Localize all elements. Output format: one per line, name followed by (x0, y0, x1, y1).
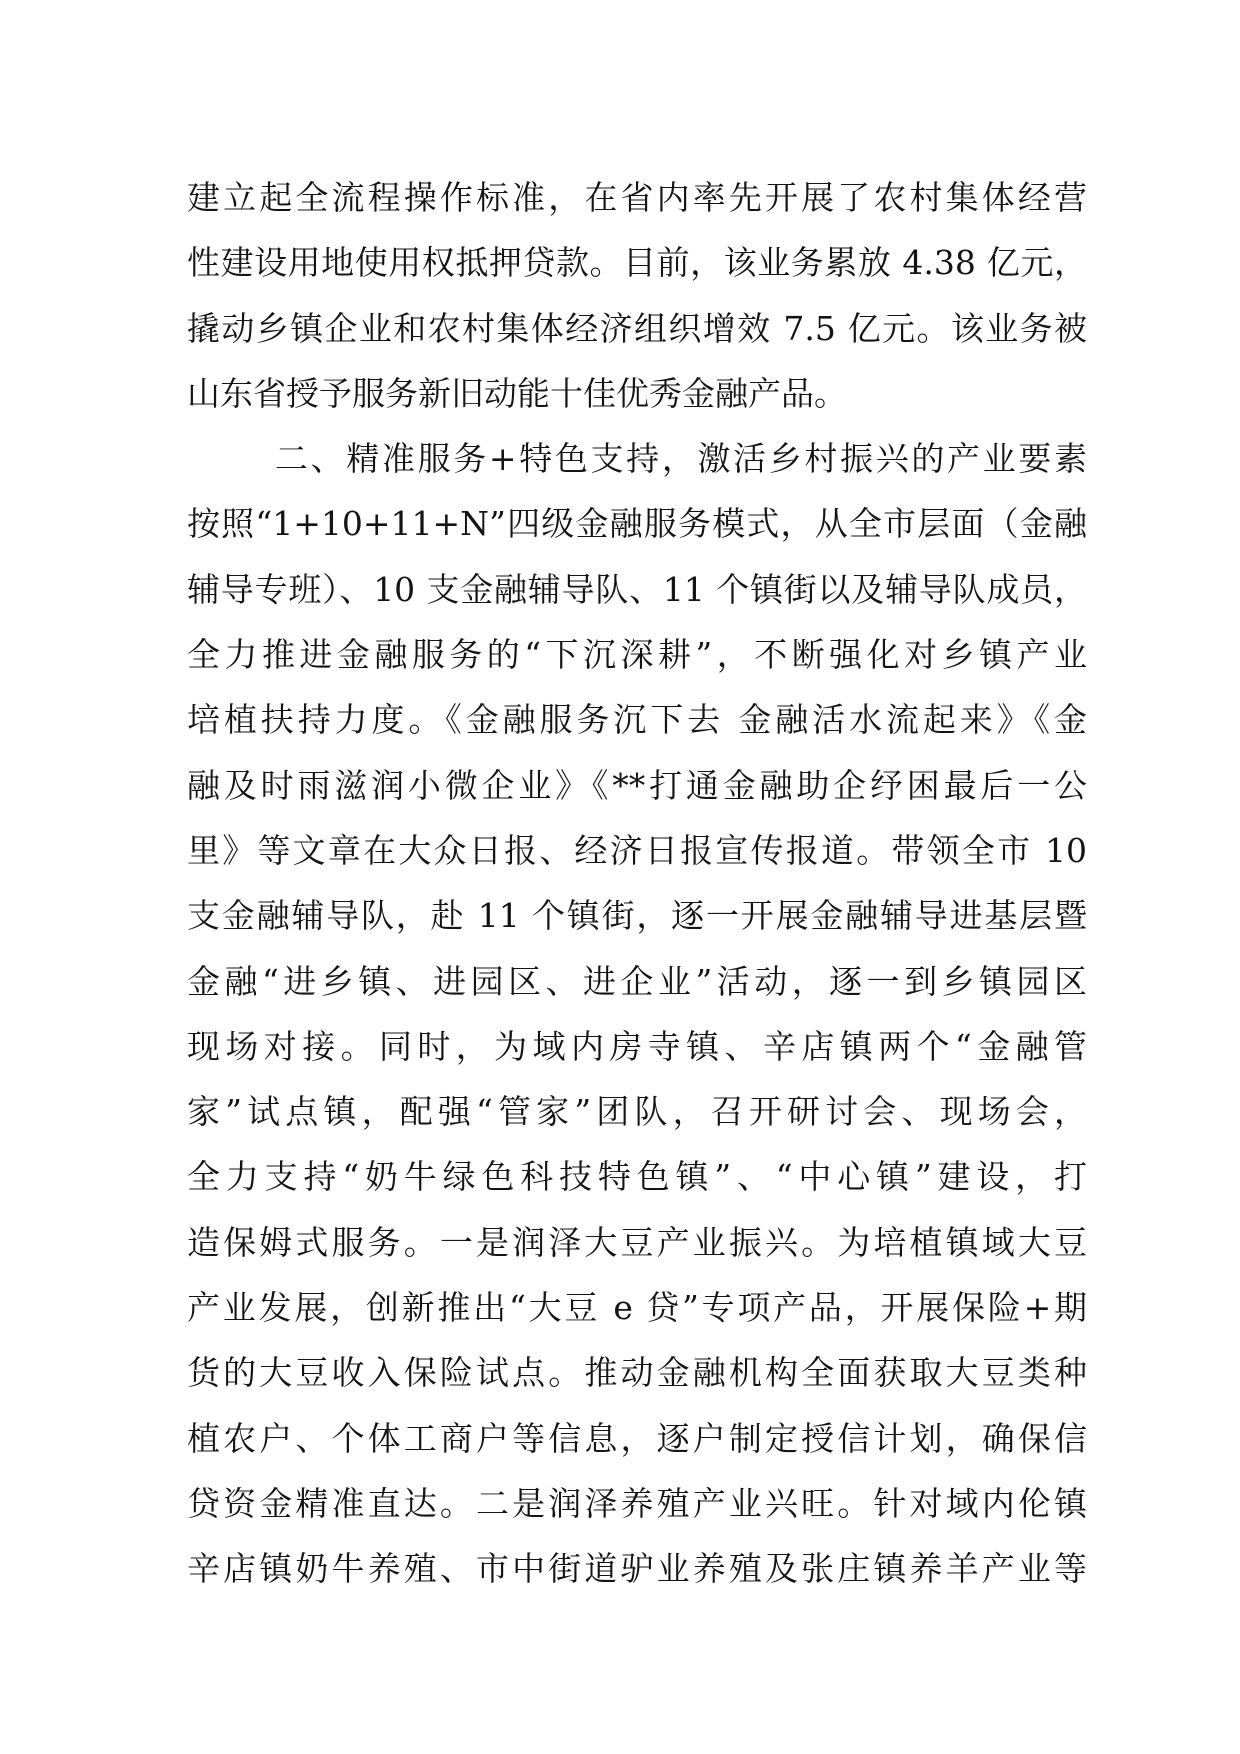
text-line: 性建设用地使用权抵押贷款。目前，该业务累放 4.38 亿元， (187, 243, 1087, 283)
text-line: 融及时雨滋润小微企业》《**打通金融助企纾困最后一公 (187, 765, 1087, 805)
text-line: 培植扶持力度。《金融服务沉下去 金融活水流起来》《金 (187, 700, 1087, 740)
text-line: 家”试点镇，配强“管家”团队，召开研讨会、现场会， (187, 1092, 1087, 1132)
text-line: 建立起全流程操作标准，在省内率先开展了农村集体经营 (187, 178, 1087, 217)
text-line: 贷资金精准直达。二是润泽养殖产业兴旺。针对域内伦镇 (187, 1483, 1087, 1523)
body-text (187, 165, 1087, 1602)
text-line: 辛店镇奶牛养殖、市中街道驴业养殖及张庄镇养羊产业等 (187, 1549, 1087, 1589)
text-line: 按照“1+10+11+N”四级金融服务模式，从全市层面（金融 (187, 504, 1087, 544)
text-line: 金融“进乡镇、进园区、进企业”活动，逐一到乡镇园区 (187, 961, 1087, 1001)
text-line: 撬动乡镇企业和农村集体经济组织增效 7.5 亿元。该业务被 (187, 308, 1087, 348)
text-line: 山东省授予服务新旧动能十佳优秀金融产品。 (187, 373, 847, 413)
text-line: 产业发展，创新推出“大豆 e 贷”专项产品，开展保险+期 (187, 1288, 1087, 1328)
text-line: 支金融辅导队，赴 11 个镇街，逐一开展金融辅导进基层暨 (187, 896, 1087, 936)
text-line: 全力支持“奶牛绿色科技特色镇”、“中心镇”建设，打 (187, 1157, 1087, 1197)
section-heading: 二、精准服务+特色支持，激活乡村振兴的产业要素 (275, 439, 1087, 479)
text-line: 里》等文章在大众日报、经济日报宣传报道。带领全市 10 (187, 830, 1087, 870)
text-line: 植农户、个体工商户等信息，逐户制定授信计划，确保信 (187, 1418, 1087, 1458)
text-line: 全力推进金融服务的“下沉深耕”，不断强化对乡镇产业 (187, 635, 1087, 675)
text-line: 造保姆式服务。一是润泽大豆产业振兴。为培植镇域大豆 (187, 1222, 1087, 1262)
text-line: 货的大豆收入保险试点。推动金融机构全面获取大豆类种 (187, 1353, 1087, 1393)
text-line: 现场对接。同时，为域内房寺镇、辛店镇两个“金融管 (187, 1026, 1087, 1066)
text-line: 辅导专班）、10 支金融辅导队、11 个镇街以及辅导队成员， (187, 569, 1087, 609)
